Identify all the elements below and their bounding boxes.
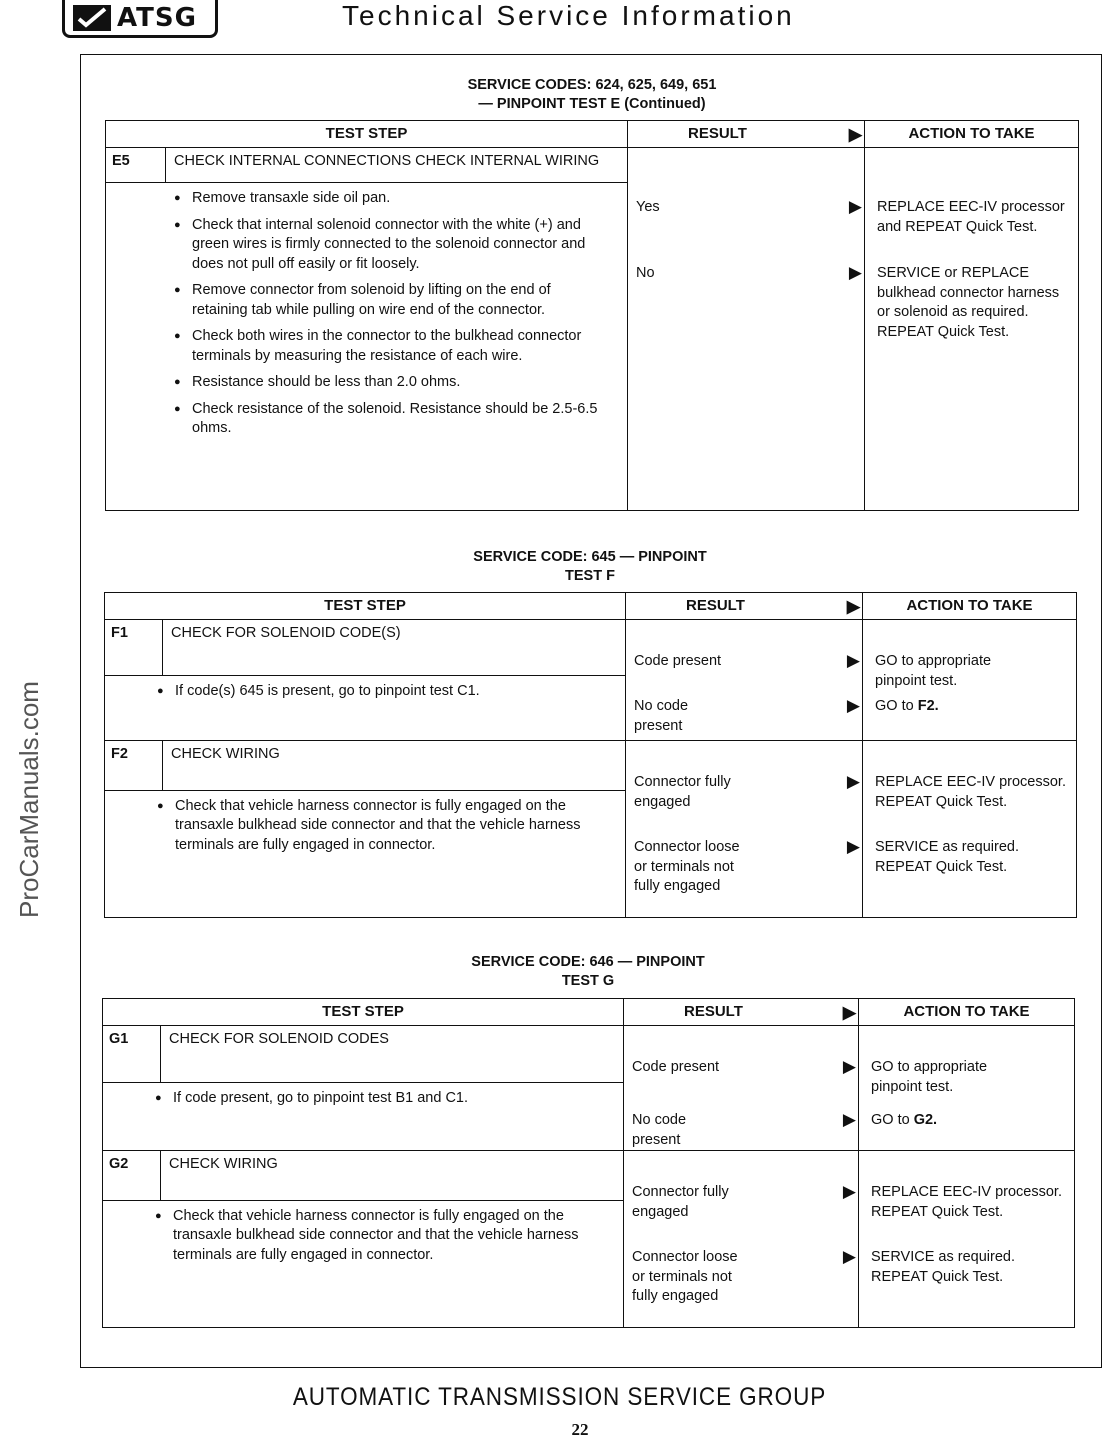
arrow-right-icon: ▶ — [842, 1182, 856, 1201]
section-f-title-line1: SERVICE CODE: 645 — PINPOINT — [473, 549, 707, 565]
result-cell — [626, 620, 863, 741]
step-body — [105, 675, 626, 740]
arrow-right-icon: ▶ — [846, 651, 860, 670]
header-result — [626, 593, 863, 620]
action-cell — [859, 1151, 1075, 1328]
page-title: Technical Service Information — [342, 0, 795, 31]
arrow-right-icon: ▶ — [842, 1110, 856, 1129]
step-title-row — [105, 620, 1077, 676]
action-ref: G2. — [913, 1112, 938, 1128]
step-body — [105, 790, 626, 917]
action-connector-engaged: REPLACE EEC-IV processor. REPEAT Quick Test. — [871, 1184, 1062, 1220]
result-text: Connector loose or terminals not fully engaged — [634, 839, 740, 894]
bullet-item: ● Resistance should be less than 2.0 ohms. — [192, 373, 607, 393]
result-cell — [624, 1026, 859, 1151]
result-text: Connector fully engaged — [632, 1184, 729, 1220]
bullet-item: ● If code(s) 645 is present, go to pinpoint test C1. — [175, 682, 605, 702]
footer-org: AUTOMATIC TRANSMISSION SERVICE GROUP — [292, 1383, 827, 1411]
header-row — [106, 121, 1079, 148]
section-f-title-line2: TEST F — [565, 568, 615, 584]
bullet-item: ● Remove transaxle side oil pan. — [192, 189, 607, 209]
result-text: Code present — [634, 653, 722, 669]
arrow-right-icon: ▶ — [848, 263, 862, 282]
arrow-right-icon: ▶ — [848, 197, 862, 216]
result-yes — [636, 198, 864, 218]
step-id: E5 — [106, 148, 166, 183]
logo-text: ATSG — [117, 2, 197, 33]
step-body — [103, 1200, 624, 1327]
bullet-item: ● If code present, go to pinpoint test B1 and C1. — [173, 1089, 603, 1109]
arrow-right-icon: ▶ — [846, 696, 860, 715]
header-result — [628, 121, 865, 148]
step-body — [103, 1083, 624, 1151]
action-cell — [863, 620, 1077, 741]
watermark: ProCarManuals.com — [14, 681, 44, 918]
header-test-step: TEST STEP — [105, 593, 626, 620]
result-cell — [626, 741, 863, 918]
header-row — [103, 999, 1075, 1026]
arrow-right-icon: ▶ — [846, 596, 860, 616]
step-title-row — [106, 148, 1079, 183]
bullet-item: ● Check that internal solenoid connector with the white (+) and green wires is firmly connected to the solenoid connector and does not pull off easily or fit loosely. — [192, 216, 607, 275]
action-connector-loose: SERVICE as required. REPEAT Quick Test. — [871, 1249, 1015, 1285]
step-id: F1 — [105, 620, 163, 676]
section-g-title — [398, 953, 778, 991]
section-e-title-line2: — PINPOINT TEST E (Continued) — [478, 96, 706, 112]
header-action: ACTION TO TAKE — [863, 593, 1077, 620]
section-g-title-line2: TEST G — [561, 973, 615, 989]
test-g-table — [102, 998, 1075, 1328]
step-title: CHECK WIRING — [163, 741, 626, 791]
header-result — [624, 999, 859, 1026]
action-ref: F2. — [917, 698, 939, 714]
arrow-right-icon: ▶ — [846, 837, 860, 856]
header-row — [105, 593, 1077, 620]
bullet-item: ● Check resistance of the solenoid. Resistance should be 2.5-6.5 ohms. — [192, 400, 607, 439]
atsg-logo — [62, 0, 218, 38]
step-id: F2 — [105, 741, 163, 791]
result-cell — [628, 148, 865, 511]
page-number: 22 — [571, 1420, 589, 1439]
section-g-title-line1: SERVICE CODE: 646 — PINPOINT — [471, 954, 705, 970]
result-text: Connector loose or terminals not fully engaged — [632, 1249, 738, 1304]
step-id: G1 — [103, 1026, 161, 1083]
result-text: Yes — [636, 199, 660, 215]
header-test-step: TEST STEP — [106, 121, 628, 148]
section-e-title — [380, 76, 804, 114]
action-cell — [859, 1026, 1075, 1151]
step-title-row — [103, 1026, 1075, 1083]
bullet-item: ● Check both wires in the connector to the bulkhead connector terminals by measuring the resistance of each wire. — [192, 327, 607, 366]
bullet-item: ● Check that vehicle harness connector is fully engaged on the transaxle bulkhead side connector and that the vehicle harness terminals are fully engaged in connector. — [173, 1207, 583, 1266]
result-no — [636, 264, 864, 284]
test-e-table — [105, 120, 1079, 511]
action-code-present: GO to appropriate pinpoint test. — [875, 653, 992, 689]
step-title: CHECK WIRING — [161, 1151, 624, 1201]
action-code-present: GO to appropriate pinpoint test. — [871, 1059, 988, 1095]
bullet-item: ● Remove connector from solenoid by lifting on the end of retaining tab while pulling on wire end of the connector. — [192, 281, 607, 320]
result-code-present — [632, 1058, 858, 1078]
action-connector-engaged: REPLACE EEC-IV processor. REPEAT Quick Test. — [875, 774, 1066, 810]
arrow-right-icon: ▶ — [842, 1057, 856, 1076]
section-f-title — [400, 548, 780, 586]
step-title: CHECK FOR SOLENOID CODE(S) — [163, 620, 626, 676]
checkmark-logo-icon — [73, 5, 111, 31]
action-cell — [863, 741, 1077, 918]
bullet-item: ● Check that vehicle harness connector is fully engaged on the transaxle bulkhead side connector and that the vehicle harness terminals are fully engaged in connector. — [175, 797, 585, 856]
result-connector-engaged — [632, 1183, 858, 1222]
result-text: No code present — [632, 1112, 687, 1148]
result-connector-engaged — [634, 773, 862, 812]
section-e-title-line1: SERVICE CODES: 624, 625, 649, 651 — [467, 77, 717, 93]
result-text: Connector fully engaged — [634, 774, 731, 810]
action-no-code — [875, 697, 1072, 717]
arrow-right-icon: ▶ — [842, 1002, 856, 1022]
result-cell — [624, 1151, 859, 1328]
result-connector-loose — [634, 838, 862, 897]
result-text: Code present — [632, 1059, 720, 1075]
arrow-right-icon: ▶ — [848, 124, 862, 144]
arrow-right-icon: ▶ — [842, 1247, 856, 1266]
result-connector-loose — [632, 1248, 858, 1307]
action-cell — [865, 148, 1079, 511]
result-no-code — [634, 697, 862, 736]
action-text: GO to — [871, 1112, 910, 1128]
header-result-label: RESULT — [688, 125, 747, 143]
header-test-step: TEST STEP — [103, 999, 624, 1026]
step-title: CHECK FOR SOLENOID CODES — [161, 1026, 624, 1083]
header-result-label: RESULT — [684, 1003, 743, 1021]
action-connector-loose: SERVICE as required. REPEAT Quick Test. — [875, 839, 1019, 875]
result-text: No code present — [634, 698, 689, 734]
step-body — [106, 183, 628, 511]
result-text: No — [636, 265, 655, 281]
test-f-table — [104, 592, 1077, 918]
header-action: ACTION TO TAKE — [859, 999, 1075, 1026]
step-id: G2 — [103, 1151, 161, 1201]
action-yes: REPLACE EEC-IV processor and REPEAT Quick Test. — [877, 199, 1065, 235]
step-title-row — [103, 1151, 1075, 1201]
result-code-present — [634, 652, 862, 672]
header-action: ACTION TO TAKE — [865, 121, 1079, 148]
action-no-code — [871, 1111, 1070, 1131]
result-no-code — [632, 1111, 858, 1150]
arrow-right-icon: ▶ — [846, 772, 860, 791]
header-result-label: RESULT — [686, 597, 745, 615]
action-no: SERVICE or REPLACE bulkhead connector harness or solenoid as required. REPEAT Quick Test. — [877, 265, 1060, 340]
step-title-row — [105, 741, 1077, 791]
action-text: GO to — [875, 698, 914, 714]
step-title: CHECK INTERNAL CONNECTIONS CHECK INTERNAL WIRING — [166, 148, 628, 183]
